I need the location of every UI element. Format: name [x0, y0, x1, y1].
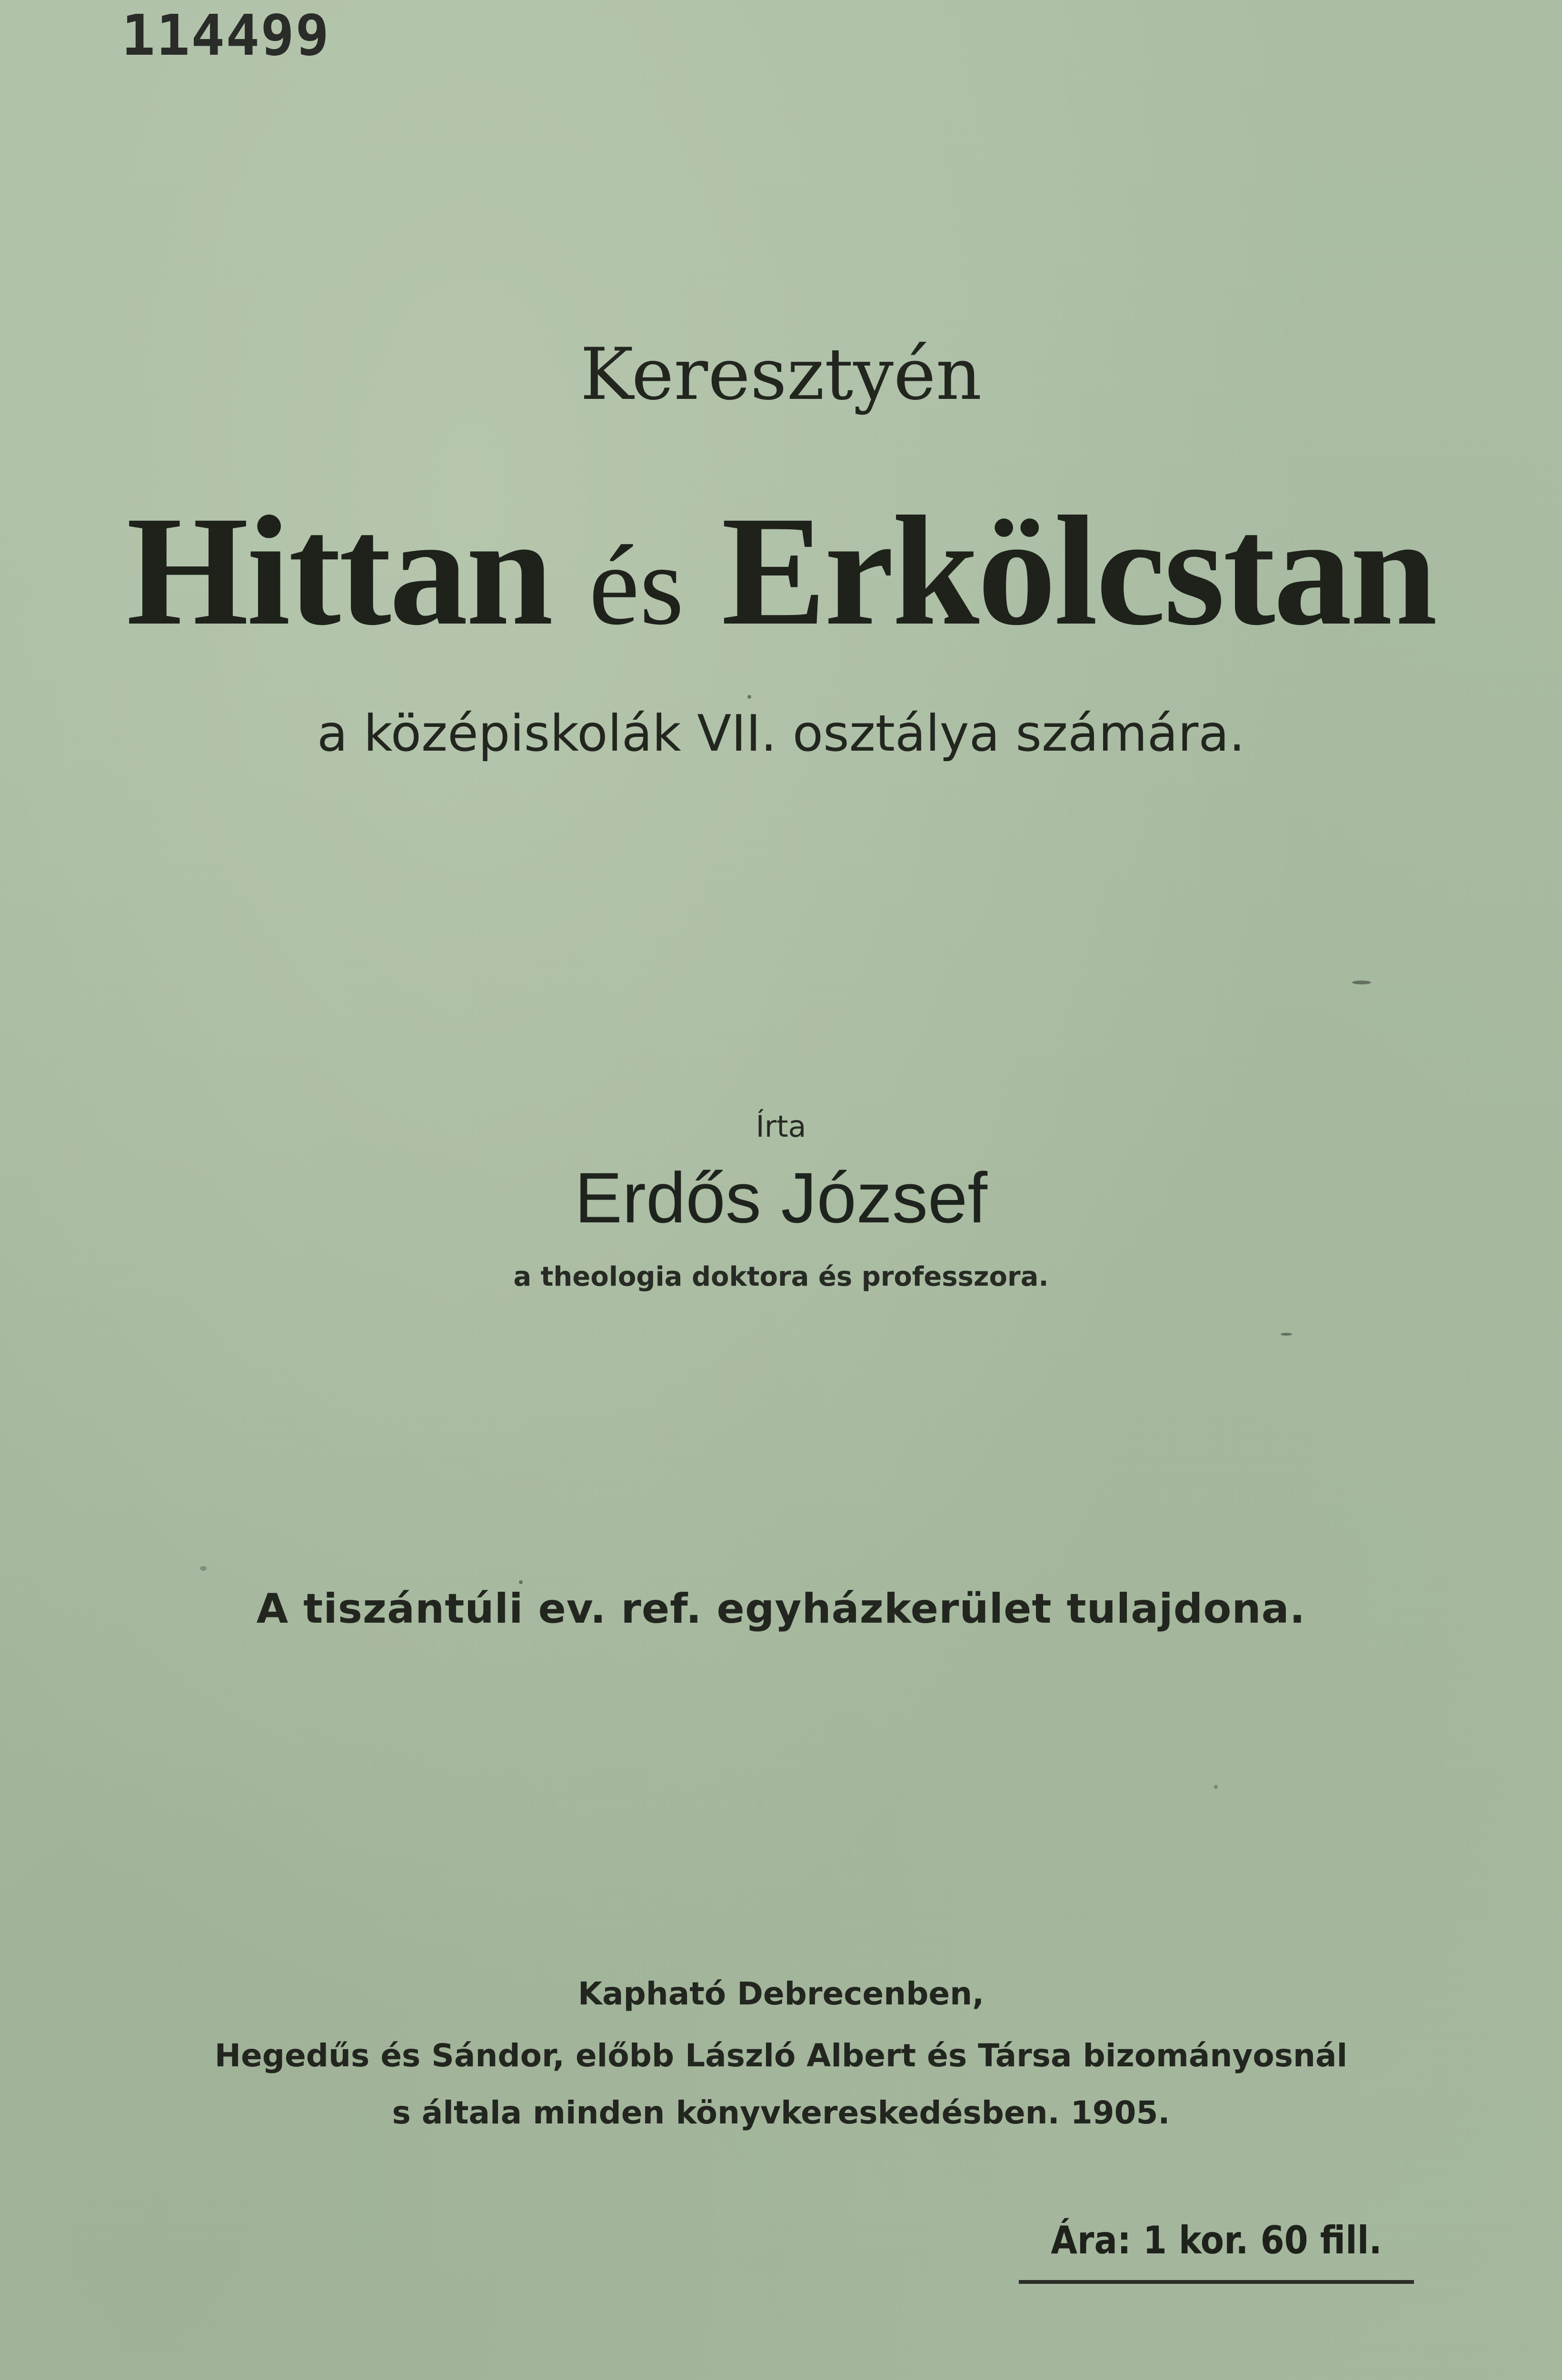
publisher-line-1: Kapható Debrecenben, [577, 1975, 985, 2012]
paper-speck [519, 1580, 523, 1584]
main-title [0, 481, 1562, 661]
price-underline [1019, 2280, 1414, 2284]
paper-speck [1352, 981, 1371, 984]
paper-speck [1214, 1785, 1218, 1789]
publisher-line-2: Hegedűs és Sándor, előbb László Albert és Társa bizományosnál [214, 2037, 1348, 2074]
ownership-note: A tiszántúli ev. ref. egyházkerület tulajdona. [256, 1585, 1306, 1633]
paper-speck [747, 695, 751, 699]
main-title-word-2: Erkölcstan [721, 484, 1436, 658]
title-line-1: Keresztyén [580, 333, 982, 416]
author-label: Írta [756, 1109, 806, 1144]
subtitle: a középiskolák VII. osztálya számára. [317, 704, 1245, 763]
publisher-line-3: s általa minden könyvkereskedésben. 1905. [392, 2094, 1170, 2131]
paper-speck [200, 1566, 207, 1571]
paper-speck [1281, 1333, 1292, 1336]
author-role: a theologia doktora és professzora. [513, 1261, 1049, 1292]
price-label: Ára: 1 kor. 60 fill. [1051, 2218, 1382, 2262]
main-title-conjunction: és [588, 522, 684, 648]
main-title-word-1: Hittan [126, 484, 552, 658]
catalog-number-stamp: 114499 [121, 2, 330, 68]
author-name: Erdős József [574, 1158, 988, 1238]
